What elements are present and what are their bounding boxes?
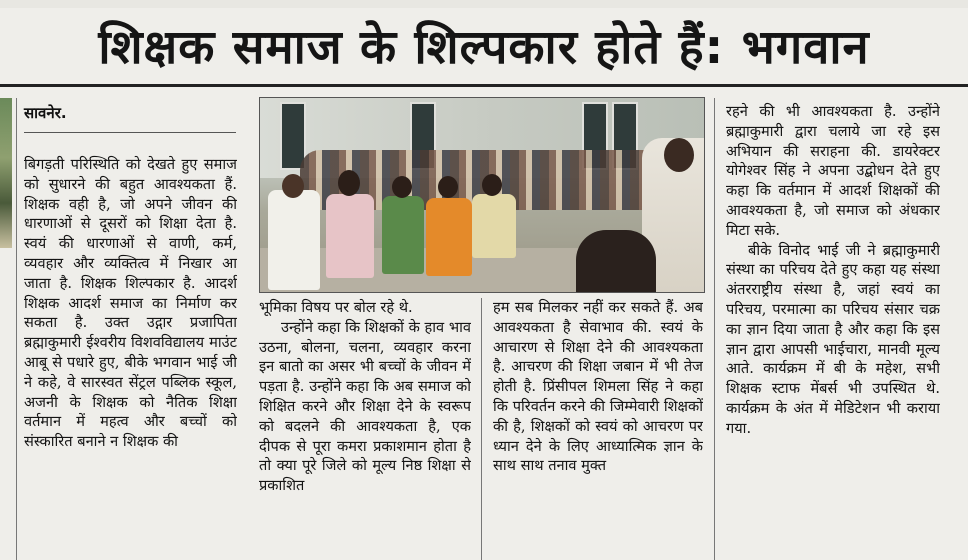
paragraph: बिगड़ती परिस्थिति को देखते हुए समाज को सुधारने की बहुत आवश्यकता हैं. शिक्षक वही है, जो अपने जीवन की धारणाओं से दूसरों को शिक्षा देता है. स्वयं की धारणाओं से वाणी, कर्म, व्यवहार और व्यक्तित्व में निखार आ जाता है. शिक्षक शिल्पकार है. आदर्श शिक्षक आदर्श समाज का निर्माण कर सकता है. उक्त उद्गार प्रजापिता ब्रह्माकुमारी ईश्वरीय विशवविद्यालय माउंट आबू से पधारे हुए, बीके भगवान भाई जी ने कहे, वे सारस्वत सेंट्रल पब्लिक स्कूल, अजनी के शिक्षक को नैतिक शिक्षा वर्तमान में महत्व और बच्चों को संस्कारित बनाने न शिक्षक की [24, 156, 237, 451]
article-column-3 [493, 298, 703, 560]
article-column-4 [726, 102, 940, 560]
paragraph: हम सब मिलकर नहीं कर सकते हैं. अब आवश्यकता है सेवाभाव की. स्वयं के आचारण से शिक्षा देने की आवश्यकता है. आचरण की शिक्षा जबान में भी तेज होती है. प्रिंसीपल शिमला सिंह ने कहा कि परिवर्तन करने की जिम्मेवारी शिक्षकों की है, शिक्षकों को स्वयं को आचरण पर ध्यान देने के लिए आध्यात्मिक ज्ञान के साथ साथ तनाव मुक्त [493, 299, 703, 475]
dateline: सावनेर. [24, 104, 67, 122]
adjacent-article-edge [0, 98, 14, 560]
column-rule-left-edge [16, 98, 17, 560]
paragraph: उन्होंने कहा कि शिक्षकों के हाव भाव उठना, बोलना, चलना, व्यवहार करना इन बातो का असर भी बच्चों के जीवन में पड़ता है. उन्होंने कहा कि अब समाज को शिक्षित करने और शिक्षा देने के स्वरूप को बदलने की आवश्यकता है, एक दीपक से पूरा कमरा प्रकाशमान होता है तो क्या पूरे जिले को मूल्य निष्ठ शिक्षा से प्रकाशित [259, 318, 471, 495]
article-column-2 [259, 298, 471, 560]
paragraph: रहने की भी आवश्यकता है. उन्होंने ब्रह्माकुमारी द्वारा चलाये जा रहे इस अभियान की सराहना की. डायरेक्टर योगेश्वर सिंह ने अपना उद्बोधन देते हुए कहा कि वर्तमान में आदर्श शिक्षकों की आवश्यकता है, जो समाज को अंधकार मिटा सके. [726, 103, 940, 239]
previous-article-edge [0, 0, 968, 8]
article-photo [259, 97, 705, 293]
headline-rule [0, 84, 968, 87]
column-rule [714, 98, 715, 560]
adjacent-photo-fragment [0, 98, 12, 248]
article-headline: शिक्षक समाज के शिल्पकार होते हैं: भगवान [98, 20, 870, 75]
paragraph: भूमिका विषय पर बोल रहे थे. [259, 299, 413, 316]
article-column-1 [24, 155, 237, 560]
dateline-rule [24, 132, 236, 133]
paragraph: बीके विनोद भाई जी ने ब्रह्माकुमारी संस्था का परिचय देते हुए कहा यह संस्था अंतरराष्ट्रीय संस्था है, जहां स्वयं का परिचय, परमात्मा का परिचय संसार चक्र का ज्ञान दिया जाता है और कहा कि इस ज्ञान द्वारा आपसी भाईचारा, मानवी मूल्य आते. कार्यक्रम में बी के महेश, सभी शिक्षक स्टाफ मेंबर्स भी उपस्थित थे. कार्यक्रम के अंत में मेडिटेशन भी कराया गया. [726, 241, 940, 437]
column-rule [481, 298, 482, 560]
